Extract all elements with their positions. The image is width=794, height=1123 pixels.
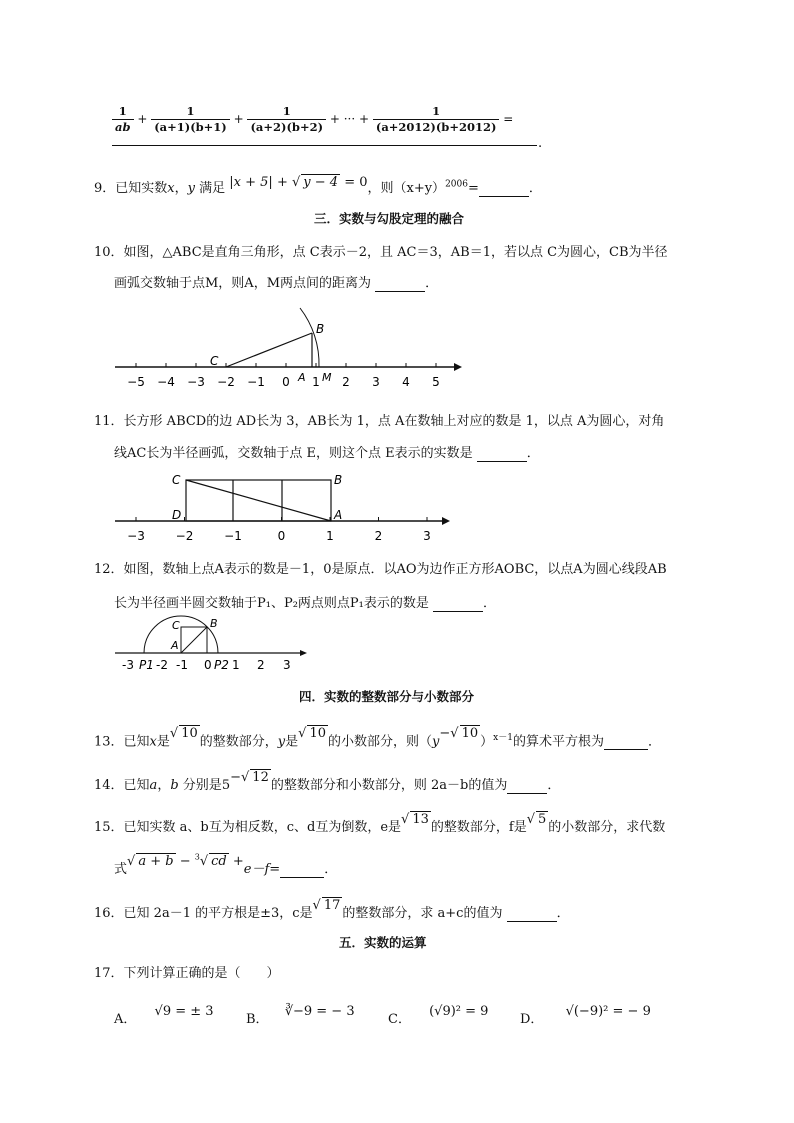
tick-label: 1 [326, 529, 334, 543]
answer-blank-16[interactable] [507, 906, 557, 922]
tick-label-2: 2 [257, 658, 265, 672]
question-14: 14．已知a，b 分别是5−√ 12的整数部分和小数部分，则 2a－b的值为 ． [94, 770, 561, 793]
tick-label: −3 [187, 375, 205, 389]
arrow-icon [300, 650, 307, 656]
tick-label: 4 [402, 375, 410, 389]
tick-label-p2: P2 [214, 658, 229, 672]
tick-label: 3 [423, 529, 431, 543]
fraction-term-3: $\frac{1}{(a+2)(b+2)}$ [247, 104, 326, 135]
tick-label: −4 [157, 375, 175, 389]
section-5-heading: 五．实数的运算 [339, 935, 427, 950]
tick-label-0: 0 [204, 658, 212, 672]
label-a: A [298, 371, 306, 384]
tick-label: −2 [175, 529, 194, 543]
arrow-icon [454, 363, 462, 371]
tick-label: 5 [432, 375, 440, 389]
question-10-line1: 10．如图，△ABC是直角三角形，点 C表示－2，且 AC＝3，AB＝1，若以点 C为圆心，CB为半径 [94, 245, 668, 260]
tick-label-3: 3 [283, 658, 291, 672]
fraction-term-2: $\frac{1}{(a+1)(b+1)}$ [151, 104, 230, 135]
tick-label-neg1: -1 [176, 658, 188, 672]
question-13: 13．已知x是√ 10的整数部分，y是√ 10的小数部分，则（y−√ 10）$^{x-1}$的算术平方根为 ． [94, 726, 661, 750]
question-17-stem: 17．下列计算正确的是（ ） [94, 966, 280, 981]
answer-blank-15[interactable] [280, 862, 324, 878]
tick-label: 3 [372, 375, 380, 389]
tick-label: −5 [127, 375, 145, 389]
section-3-heading: 三．实数与勾股定理的融合 [314, 211, 465, 226]
label-d: D [172, 508, 182, 522]
question-16: 16．已知 2a－1 的平方根是±3，c是√ 17的整数部分，求 a+c的值为 ． [94, 898, 570, 921]
tick-label: 1 [312, 375, 320, 389]
label-c: C [210, 354, 219, 368]
answer-blank-13[interactable] [604, 734, 648, 750]
tick-label: 2 [374, 529, 383, 543]
label-c: C [172, 473, 181, 487]
fraction-term-1: $\frac{1}{ab}$ [112, 104, 134, 135]
question-11-line1: 11．长方形 ABCD的边 AD长为 3，AB长为 1，点 A在数轴上对应的数是 1，以点 A为圆心，对角 [94, 414, 665, 429]
figure-q12-number-line [112, 610, 312, 676]
label-b: B [210, 617, 218, 630]
label-a: A [171, 639, 179, 652]
question-11-line2: 线AC长为半径画弧，交数轴于点 E，则这个点 E表示的实数是 ． [114, 446, 540, 461]
arrow-icon [442, 517, 450, 525]
sum-expression: $\frac{1}{ab}$ + $\frac{1}{(a+1)(b+1)}$ + $\frac{1}{(a+2)(b+2)}$ + ··· + $\frac{1}{(a+2012)(b+2012)}$ = [112, 104, 513, 135]
answer-blank-10[interactable] [375, 276, 425, 292]
tick-label: 0 [282, 375, 290, 389]
segment-cb [226, 333, 312, 367]
diagonal-ab [181, 627, 207, 653]
question-12-line2: 长为半径画半圆交数轴于P₁、P₂两点则点P₁表示的数是 ． [114, 596, 497, 611]
option-d[interactable]: D． √(−9)² = − 9 [520, 1004, 651, 1027]
section-4-heading: 四．实数的整数部分与小数部分 [299, 689, 475, 704]
label-b: B [334, 473, 343, 487]
question-10-line2: 画弧交数轴于点M，则A，M两点间的距离为 ． [114, 276, 439, 291]
option-b[interactable]: B． ∛−9 = − 3 [246, 1004, 355, 1027]
sum-end: . [538, 136, 543, 151]
answer-blank-sum[interactable] [112, 145, 537, 146]
tick-label: 0 [277, 529, 286, 543]
answer-blank-9[interactable] [479, 181, 529, 197]
answer-blank-12[interactable] [433, 596, 483, 612]
tick-label-1: 1 [232, 658, 240, 672]
answer-blank-14[interactable] [507, 778, 547, 794]
option-a[interactable]: A． √9 = ± 3 [114, 1004, 214, 1027]
tick-label-p1: P1 [139, 658, 154, 672]
question-9: 9．已知实数x，y 满足 |x + 5| + √ y − 4 = 0，则$(x+y)^{2006}=$ ． [94, 175, 542, 196]
label-c: C [172, 619, 180, 632]
question-12-line1: 12．如图，数轴上点A表示的数是－1，0是原点．以AO为边作正方形AOBC，以点A为圆心线段AB [94, 562, 667, 577]
fraction-term-4: $\frac{1}{(a+2012)(b+2012)}$ [373, 104, 500, 135]
option-c[interactable]: C． (√9)² = 9 [388, 1004, 489, 1027]
tick-label: −1 [224, 529, 242, 543]
question-15-line2: 式√ a + b − $^3$√ cd +e－f= ． [114, 852, 338, 877]
diagonal-ac [186, 480, 331, 521]
arc-cb [300, 308, 319, 367]
tick-label: −1 [247, 375, 265, 389]
tick-label-neg2: -2 [156, 658, 168, 672]
label-m: M [322, 371, 332, 384]
tick-label-neg3: -3 [122, 658, 134, 672]
figure-q11-number-line [112, 470, 454, 545]
tick-label: 2 [342, 375, 350, 389]
answer-blank-11[interactable] [477, 446, 527, 462]
label-a: A [334, 508, 343, 522]
question-15-line1: 15．已知实数 a、b互为相反数，c、d互为倒数，e是√ 13的整数部分，f是√ 5的小数部分，求代数 [94, 812, 666, 835]
tick-label: −3 [127, 529, 145, 543]
figure-q10-number-line [112, 305, 464, 390]
label-b: B [316, 322, 325, 336]
tick-label: −2 [217, 375, 235, 389]
